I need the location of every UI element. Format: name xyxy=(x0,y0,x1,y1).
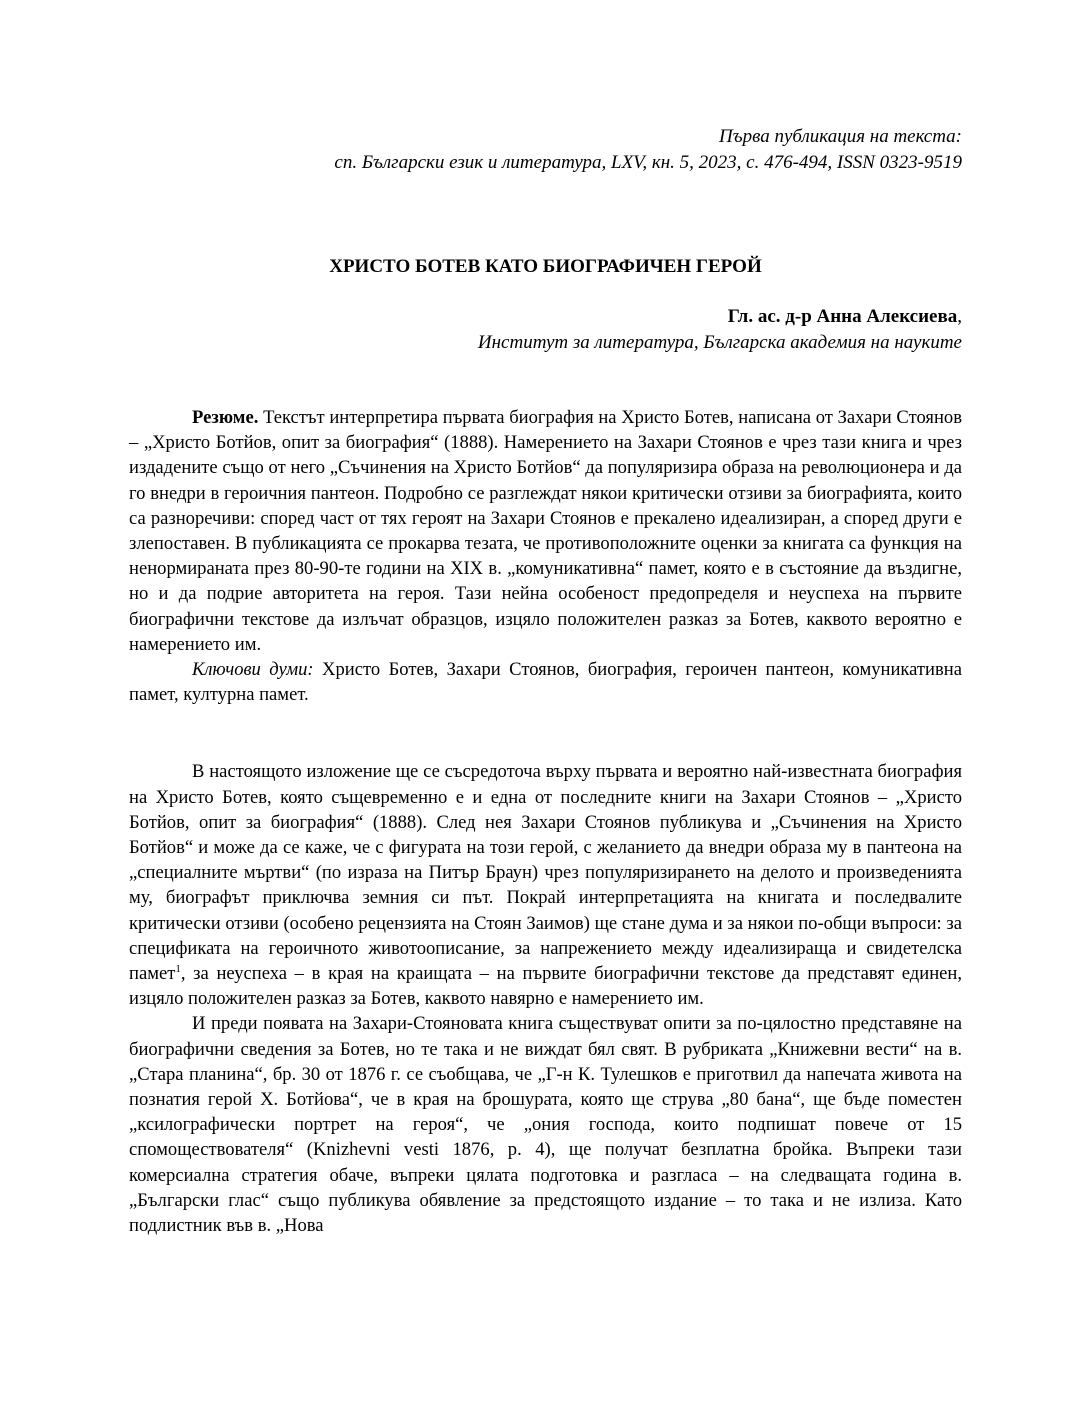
publication-note-line2: сп. Български език и литература, LXV, кн. 5, 2023, с. 476-494, ISSN 0323-9519 xyxy=(334,152,962,173)
abstract-section xyxy=(129,405,962,707)
abstract-text: Текстът интерпретира първата биография на Христо Ботев, написана от Захари Стоянов – „Христо Ботйов, опит за биография“ (1888). Намерението на Захари Стоянов е чрез тази книга и чрез издадените също от него „Съчинения на Христо Ботйов“ да популяризира образа на революционера и да го внедри в героичния пантеон. Подробно се разглеждат някои критически отзиви за биографията, които са разноречиви: според част от тях героят на Захари Стоянов е прекалено идеализиран, а според други е злепоставен. В публикацията се прокарва тезата, че противоположните оценки за книгата са функция на ненормираната през 80-90-те години на XIX в. „комуникативна“ памет, която е в състояние да въздигне, но и да подрие авторитета на героя. Тази нейна особеност предопределя и неуспеха на първите биографични текстове да излъчат образцов, изцяло положителен разказ за Ботев, каквото вероятно е намерението им. xyxy=(129,407,962,655)
body-section xyxy=(129,759,962,1238)
body-paragraph-2: И преди появата на Захари-Стояновата книга съществуват опити за по-цялостно представяне на биографични сведения за Ботев, но те така и не виждат бял свят. В рубриката „Книжевни вести“ на в. „Стара планина“, бр. 30 от 1876 г. се съобщава, че „Г-н К. Тулешков е приготвил да напечата живота на познатия герой Х. Ботйова“, че в края на брошурата, която ще струва „80 бана“, ще бъде поместен „ксилографически портрет на героя“, че „ония господа, които подпишат повече от 15 спомоществователя“ (Knizhevni vesti 1876, p. 4), ще получат безплатна бройка. Въпреки тази комерсиална стратегия обаче, въпреки цялата подготовка и разгласа – на следващата година в. „Български глас“ също публикува обявление за предстоящото издание – то така и не излиза. Като подлистник във в. „Нова xyxy=(129,1013,962,1237)
article-title: ХРИСТО БОТЕВ КАТО БИОГРАФИЧЕН ГЕРОЙ xyxy=(329,256,762,277)
footnote-ref-1[interactable]: 1 xyxy=(175,962,181,975)
abstract-label: Резюме. xyxy=(192,407,259,428)
author-comma: , xyxy=(957,306,962,327)
publication-note xyxy=(129,124,962,176)
keywords-label: Ключови думи: xyxy=(192,659,314,681)
keywords-paragraph xyxy=(129,657,962,707)
body-p1-part1: В настоящото изложение ще се съсредоточа върху първата и вероятно най-известната биография на Христо Ботев, която същевременно е и една от последните книги на Захари Стоянов – „Христо Ботйов, опит за биография“ (1888). След нея Захари Стоянов публикува и „Съчинения на Христо Ботйов“ и може да се каже, че с фигурата на този герой, с желанието да внедри образа му в пантеона на „специалните мъртви“ (по израза на Питър Браун) чрез популяризирането на делото и произведенията му, биографът приключва земния си път. Покрай интерпретацията на книгата и последвалите критически отзиви (особено рецензията на Стоян Заимов) ще стане дума и за някои по-общи въпроси: за спецификата на героичното животоописание, за напрежението между идеализираща и свидетелска памет xyxy=(129,761,962,985)
document-page xyxy=(129,124,962,1238)
author-affiliation: Институт за литература, Българска академия на науките xyxy=(477,332,962,353)
author-block xyxy=(129,304,962,356)
body-paragraph-1 xyxy=(129,759,962,1011)
body-p1-part2: , за неуспеха – в края на краищата – на първите биографични текстове да представят единен, изцяло положителен разказ за Ботев, каквото навярно е намерението им. xyxy=(129,963,962,1010)
author-name: Гл. ас. д-р Анна Алексиева xyxy=(727,306,958,327)
abstract-paragraph xyxy=(129,405,962,657)
keywords-text: Христо Ботев, Захари Стоянов, биография, героичен пантеон, комуникативна памет, културна памет. xyxy=(129,659,962,706)
publication-note-line1: Първа публикация на текста: xyxy=(719,126,962,147)
